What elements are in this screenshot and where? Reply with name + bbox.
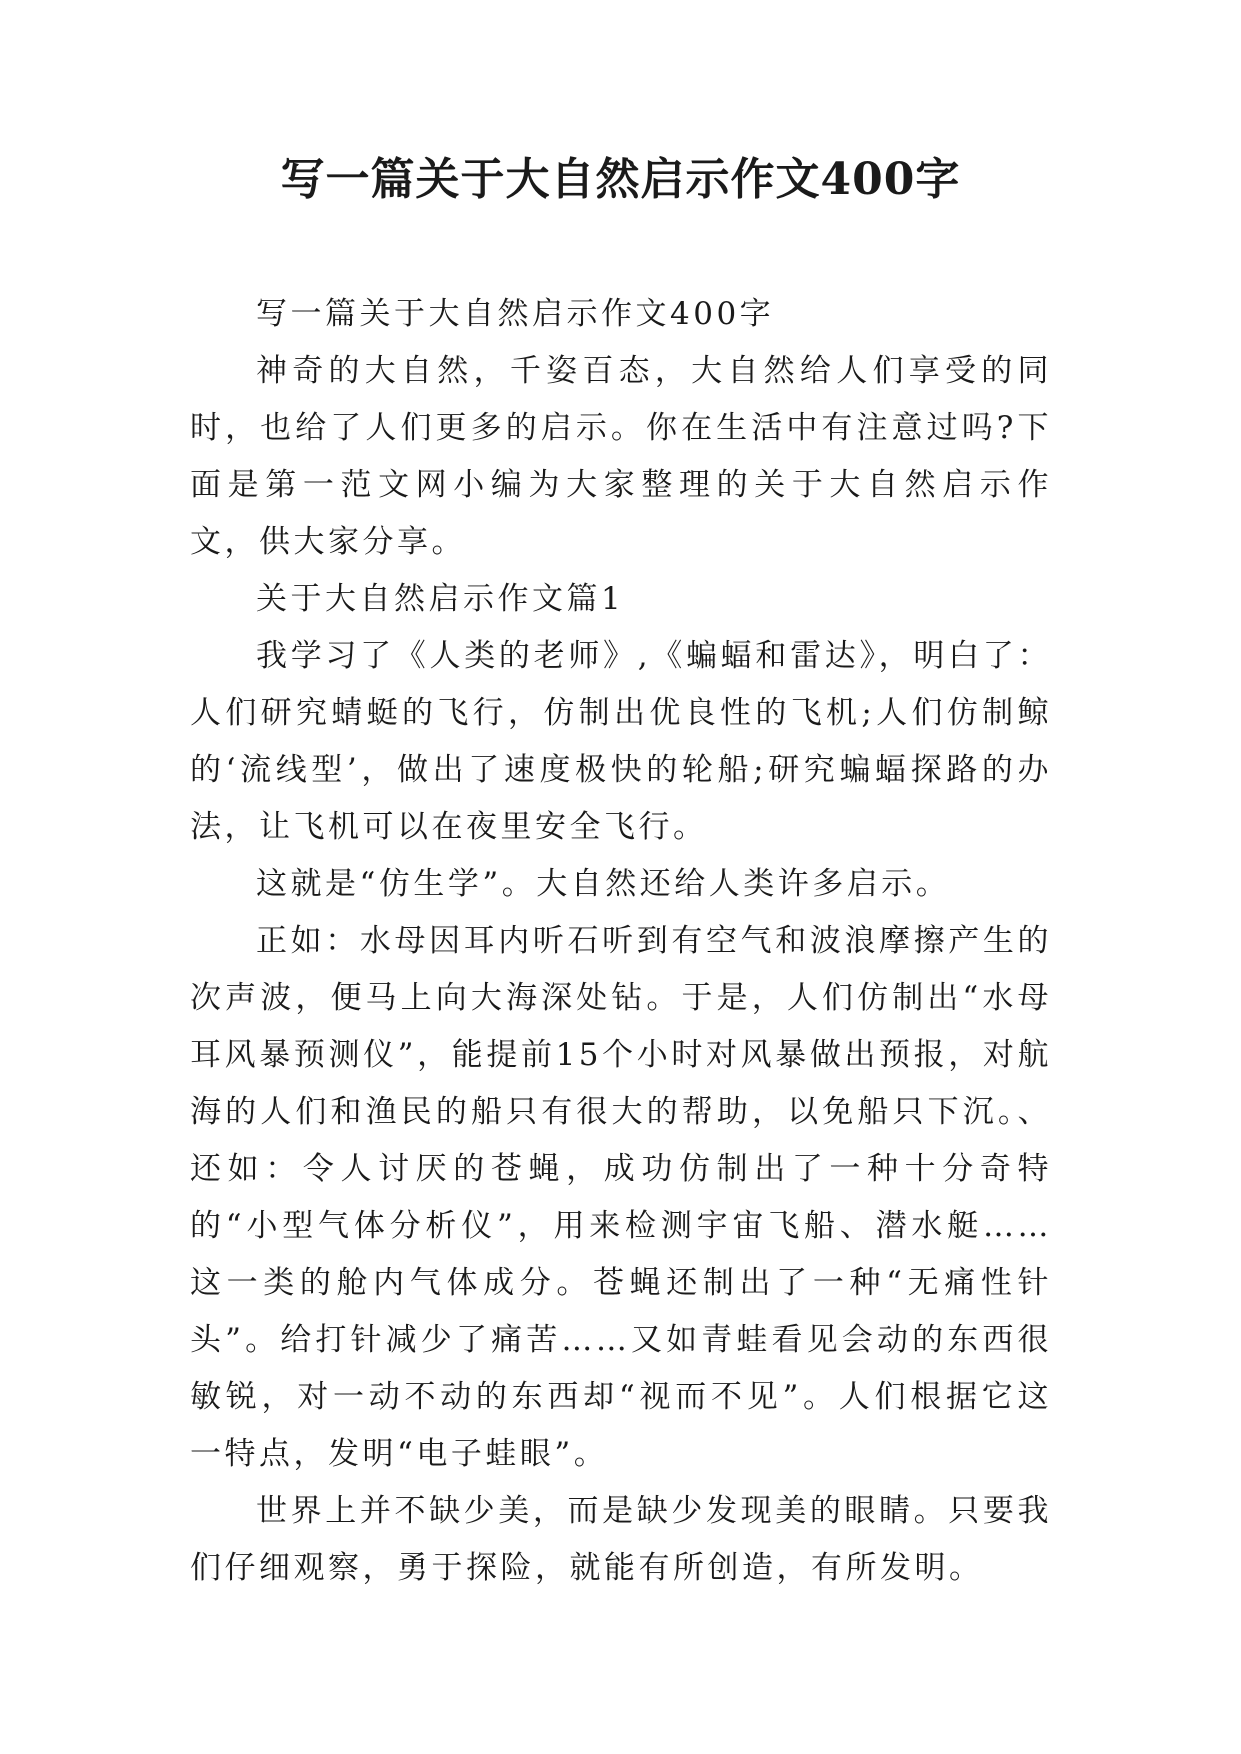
paragraph-body: 这就是“仿生学”。大自然还给人类许多启示。 xyxy=(256,866,951,902)
document-title: 写一篇关于大自然启示作文400字 xyxy=(280,154,961,205)
paragraph-body: 正如：水母因耳内听石听到有空气和波浪摩擦产生的次声波，便马上向大海深处钻。于是，人们仿制出“水母耳风暴预测仪”，能提前15个小时对风暴做出预报，对航海的人们和渔民的船只有很大的帮助，以免船只下沉。、还如：令人讨厌的苍蝇，成功仿制出了一种十分奇特的“小型气体分析仪”，用来检测宇宙飞船、潜水艇……这一类的舱内气体成分。苍蝇还制出了一种“无痛性针头”。给打针减少了痛苦……又如青蛙看见会动的东西很敏锐，对一动不动的东西却“视而不见”。人们根据它这一特点，发明“电子蛙眼”。 xyxy=(190,923,1052,1472)
paragraph-intro: 神奇的大自然，千姿百态，大自然给人们享受的同时，也给了人们更多的启示。你在生活中有注意过吗?下面是第一范文网小编为大家整理的关于大自然启示作文，供大家分享。 xyxy=(190,353,1052,560)
paragraph-section-heading: 关于大自然启示作文篇1 xyxy=(256,581,625,617)
document-body xyxy=(190,286,1052,1597)
paragraph-conclusion: 世界上并不缺少美，而是缺少发现美的眼睛。只要我们仔细观察，勇于探险，就能有所创造，有所发明。 xyxy=(190,1493,1052,1586)
paragraph-subtitle: 写一篇关于大自然启示作文400字 xyxy=(256,296,775,332)
paragraph-body: 我学习了《人类的老师》,《蝙蝠和雷达》，明白了：人们研究蜻蜓的飞行，仿制出优良性的飞机;人们仿制鲸的‘流线型’，做出了速度极快的轮船;研究蝙蝠探路的办法，让飞机可以在夜里安全飞行。 xyxy=(190,638,1052,845)
